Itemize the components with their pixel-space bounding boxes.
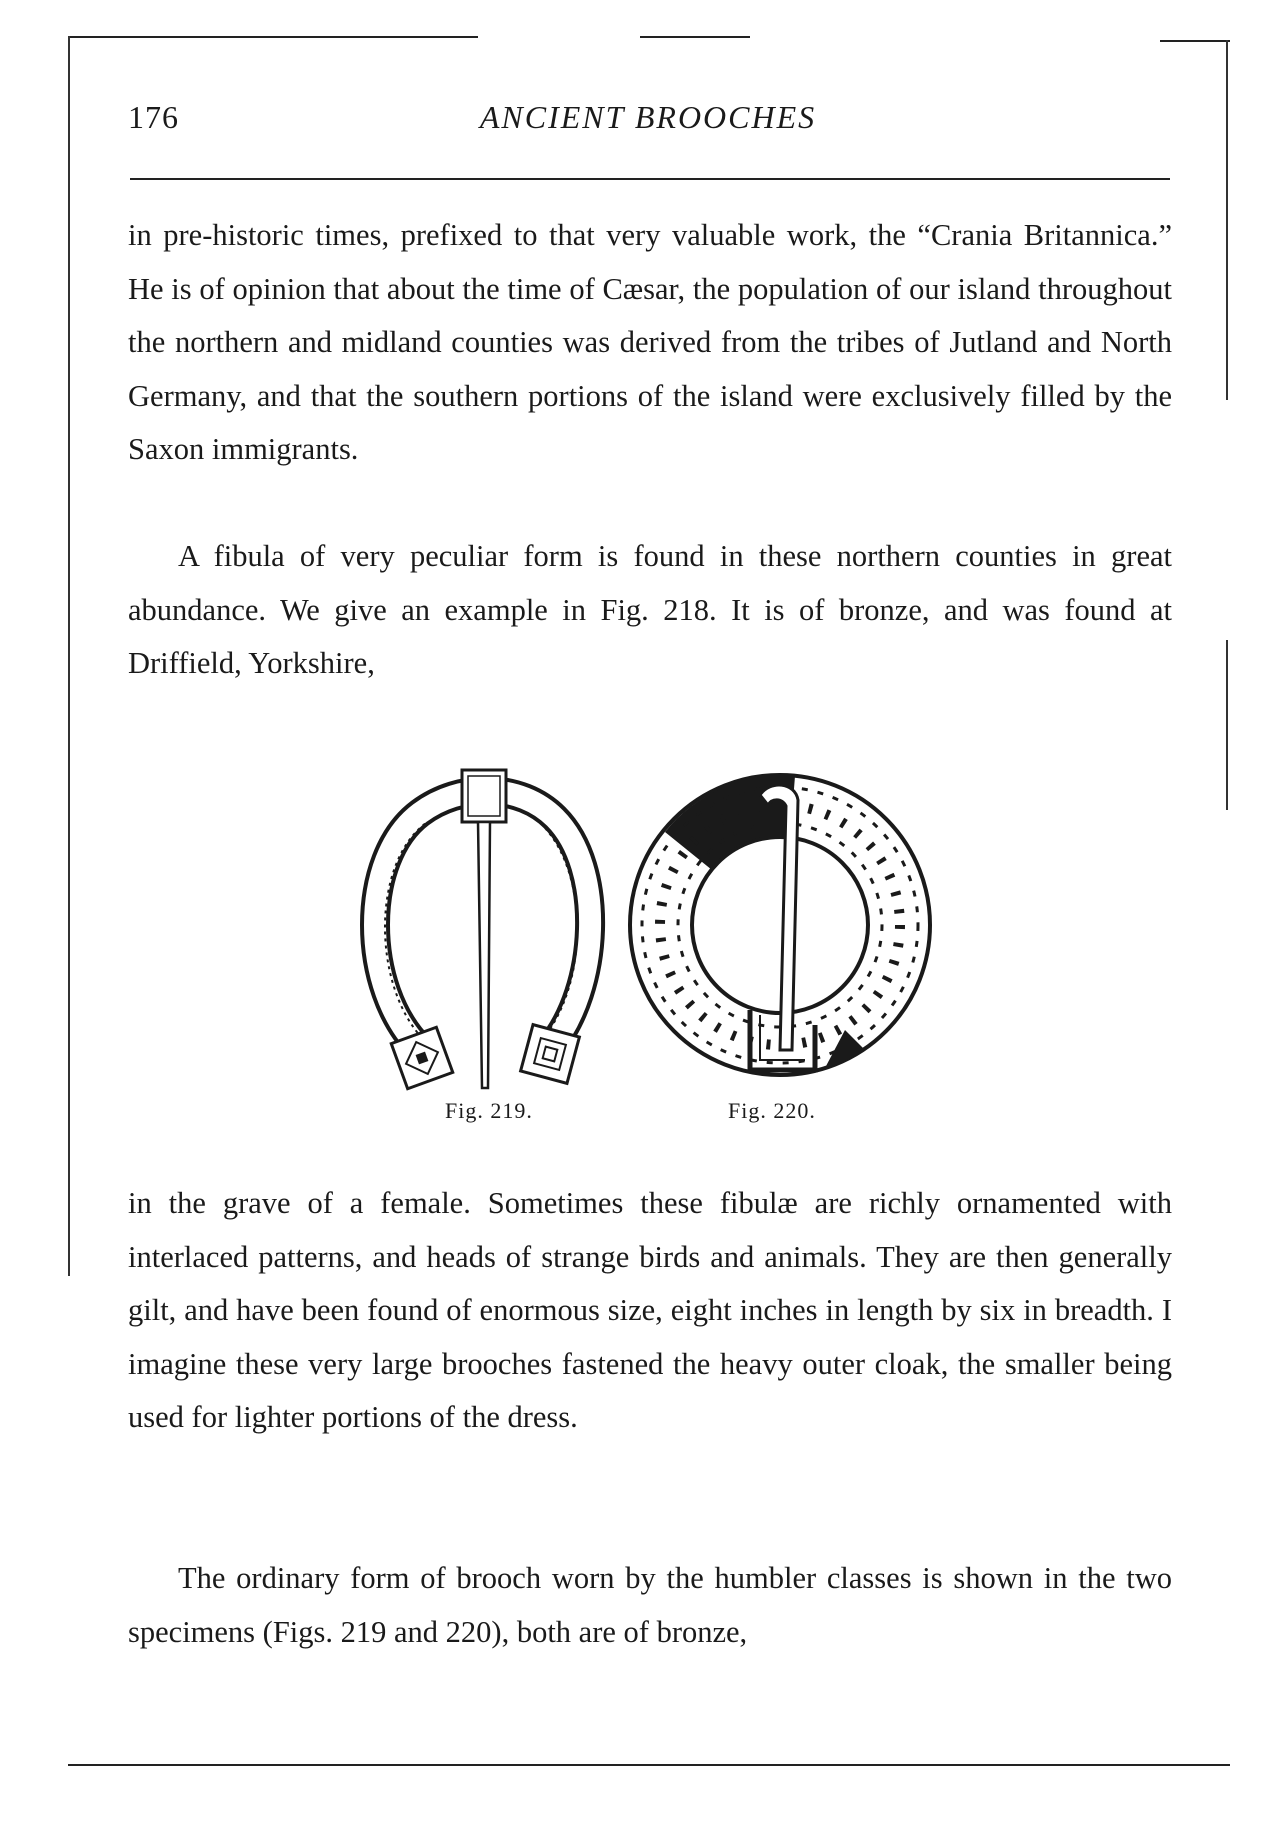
fig-220-brooch-illustration — [620, 750, 940, 1090]
fig-219-caption: Fig. 219. — [445, 1098, 533, 1123]
left-border-line — [68, 36, 70, 1276]
page-header — [128, 95, 1168, 145]
header-rule — [130, 178, 1170, 180]
bottom-border-rule — [68, 1764, 1230, 1766]
running-title: ANCIENT BROOCHES — [479, 99, 817, 135]
top-border-rule — [68, 36, 478, 38]
paragraph-2: A fibula of very peculiar form is found in these northern counties in great abundance. We give an example in Fig. 218. It is of bronze, and was found at Driffield, Yorkshire, — [128, 539, 1172, 680]
paragraph-1: in pre-historic times, prefixed to that very valuable work, the “Crania Britannica.” He is of opinion that about the time of Cæsar, the population of our island throughout the northern and midland counties was derived from the tribes of Jutland and North Germany, and that the southern portions of the island were exclusively filled by the Saxon immigrants. — [128, 218, 1172, 466]
fig-220-caption: Fig. 220. — [728, 1098, 816, 1123]
paragraph-4: The ordinary form of brooch worn by the humbler classes is shown in the two specimens (Figs. 219 and 220), both are of bronze, — [128, 1561, 1172, 1649]
right-border-line — [1226, 40, 1228, 400]
paragraph-3: in the grave of a female. Sometimes these fibulæ are richly ornamented with interlaced patterns, and heads of strange birds and animals. They are then generally gilt, and have been found of enormous size, eight inches in length by six in breadth. I imagine these very large brooches fastened the heavy outer cloak, the smaller being used for lighter portions of the dress. — [128, 1186, 1172, 1434]
top-border-rule-right — [640, 36, 750, 38]
figure-block — [350, 740, 950, 1140]
right-border-line-mid — [1226, 640, 1228, 810]
top-border-rule-far — [1160, 40, 1230, 42]
page-number: 176 — [128, 99, 179, 135]
fig-219-brooch-illustration — [350, 758, 610, 1098]
